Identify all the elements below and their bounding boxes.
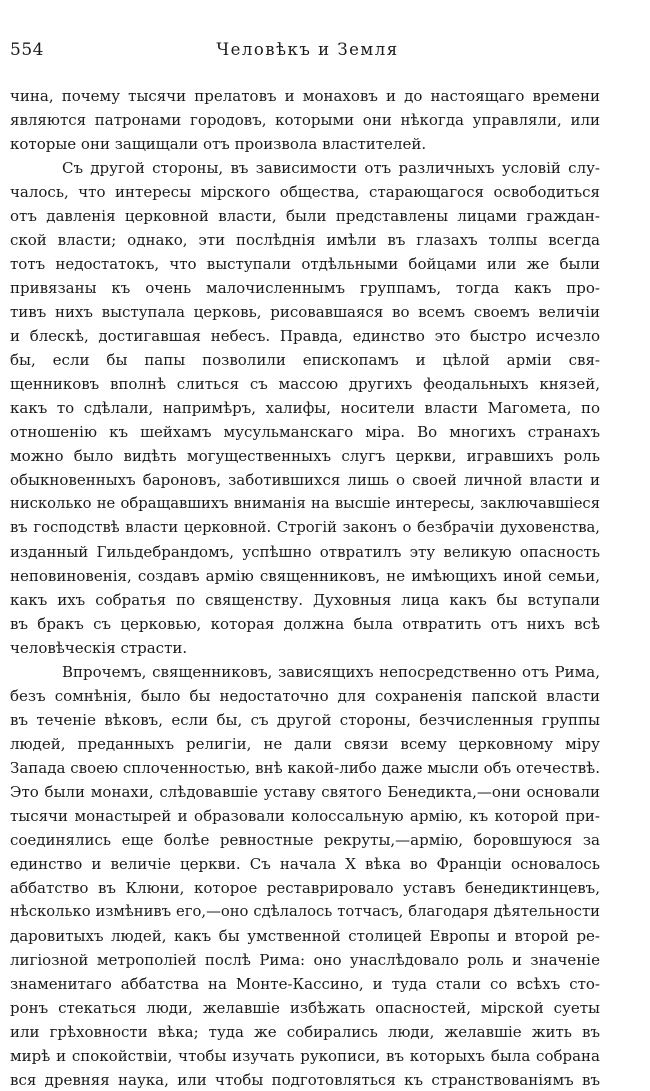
text-line: людей, преданныхъ религіи, не дали связи всему церковному міру (10, 735, 600, 753)
text-line: какъ ихъ собратья по священству. Духовныя лица какъ бы вступали (10, 591, 600, 609)
text-line: въ господствѣ власти церковной. Строгій законъ о безбрачіи духовенства, (10, 519, 600, 536)
text-line: отношенію къ шейхамъ мусульманскаго міра. Во многихъ странахъ (10, 423, 600, 441)
text-line: нисколько не обращавшихъ вниманія на высшіе интересы, заключавшіеся (10, 495, 600, 512)
text-line: и блескѣ, достигавшая небесъ. Правда, единство это быстро исчезло (10, 327, 600, 345)
text-line: какъ то сдѣлали, напримѣръ, халифы, носители власти Магомета, по (10, 399, 600, 417)
text-line: ронъ стекаться люди, желавшіе избѣжать опасностей, мірской суеты (10, 999, 600, 1017)
text-line: или грѣховности вѣка; туда же собирались люди, желавшіе жить въ (10, 1023, 600, 1041)
page-header (10, 40, 605, 70)
text-line: Это были монахи, слѣдовавшіе уставу святого Бенедикта,—они основали (10, 783, 600, 801)
page-number: 554 (10, 40, 44, 60)
text-line: ской власти; однако, эти послѣднія имѣли въ глазахъ толпы всегда (10, 231, 600, 249)
text-line: тотъ недостатокъ, что выступали отдѣльными бойцами или же были (10, 255, 600, 273)
text-line: единство и величіе церкви. Съ начала X вѣка во Франціи основалось (10, 855, 600, 873)
text-line: въ теченіе вѣковъ, если бы, съ другой стороны, безчисленныя группы (10, 711, 600, 729)
text-line: бы, если бы папы позволили епископамъ и цѣлой арміи свя- (10, 351, 600, 369)
text-line: знаменитаго аббатства на Монте-Кассино, и туда стали со всѣхъ сто- (10, 975, 600, 993)
text-line: чалось, что интересы мірского общества, старающагося освободиться (10, 183, 600, 201)
text-line: мирѣ и спокойствіи, чтобы изучать рукописи, въ которыхъ была собрана (10, 1047, 600, 1065)
text-line: Съ другой стороны, въ зависимости отъ различныхъ условій слу- (62, 159, 600, 177)
text-line: отъ давленія церковной власти, были представлены лицами граждан- (10, 207, 600, 225)
text-line: изданный Гильдебрандомъ, успѣшно отвратилъ эту великую опасность (10, 543, 600, 561)
text-line: безъ сомнѣнія, было бы недостаточно для сохраненія папской власти (10, 687, 600, 705)
text-line: тысячи монастырей и образовали колоссальную армію, къ которой при- (10, 807, 600, 825)
text-line: аббатство въ Клюни, которое реставрировало уставъ бенедиктинцевъ, (10, 879, 600, 897)
text-line: можно было видѣть могущественныхъ слугъ церкви, игравшихъ роль (10, 447, 600, 465)
running-title: Человѣкъ и Земля (216, 40, 399, 59)
text-line: обыкновенныхъ бароновъ, заботившихся лишь о своей личной власти и (10, 471, 600, 489)
text-line: неповиновенія, создавъ армію священниковъ, не имѣющихъ иной семьи, (10, 567, 600, 585)
text-line: вся древняя наука, или чтобы подготовляться къ странствованіямъ въ (10, 1071, 600, 1089)
text-line: являются патронами городовъ, которыми они нѣкогда управляли, или (10, 111, 600, 129)
text-line: Запада своею сплоченностью, внѣ какой-либо даже мысли объ отечествѣ. (10, 759, 600, 777)
text-line: которые они защищали отъ произвола властителей. (10, 135, 427, 153)
text-line: щенниковъ вполнѣ слиться съ массою другихъ феодальныхъ князей, (10, 375, 600, 393)
text-line: тивъ нихъ выступала церковь, рисовавшаяся во всемъ своемъ величіи (10, 303, 600, 321)
text-line: соединялись еще болѣе ревностные рекруты,—армію, боровшуюся за (10, 831, 600, 849)
text-line: чина, почему тысячи прелатовъ и монаховъ и до настоящаго времени (10, 87, 600, 105)
text-line: привязаны къ очень малочисленнымъ группамъ, тогда какъ про- (10, 279, 600, 297)
text-line: человѣческія страсти. (10, 639, 188, 657)
text-line: нѣсколько измѣнивъ его,—оно сдѣлалось тотчасъ, благодаря дѣятельности (10, 903, 600, 920)
text-line: даровитыхъ людей, какъ бы умственной столицей Европы и второй ре- (10, 927, 600, 945)
text-line: лигіозной метрополіей послѣ Рима: оно унаслѣдовало роль и значеніе (10, 951, 600, 969)
text-line: Впрочемъ, священниковъ, зависящихъ непосредственно отъ Рима, (62, 663, 600, 681)
text-line: въ бракъ съ церковью, которая должна была отвратить отъ нихъ всѣ (10, 615, 600, 633)
